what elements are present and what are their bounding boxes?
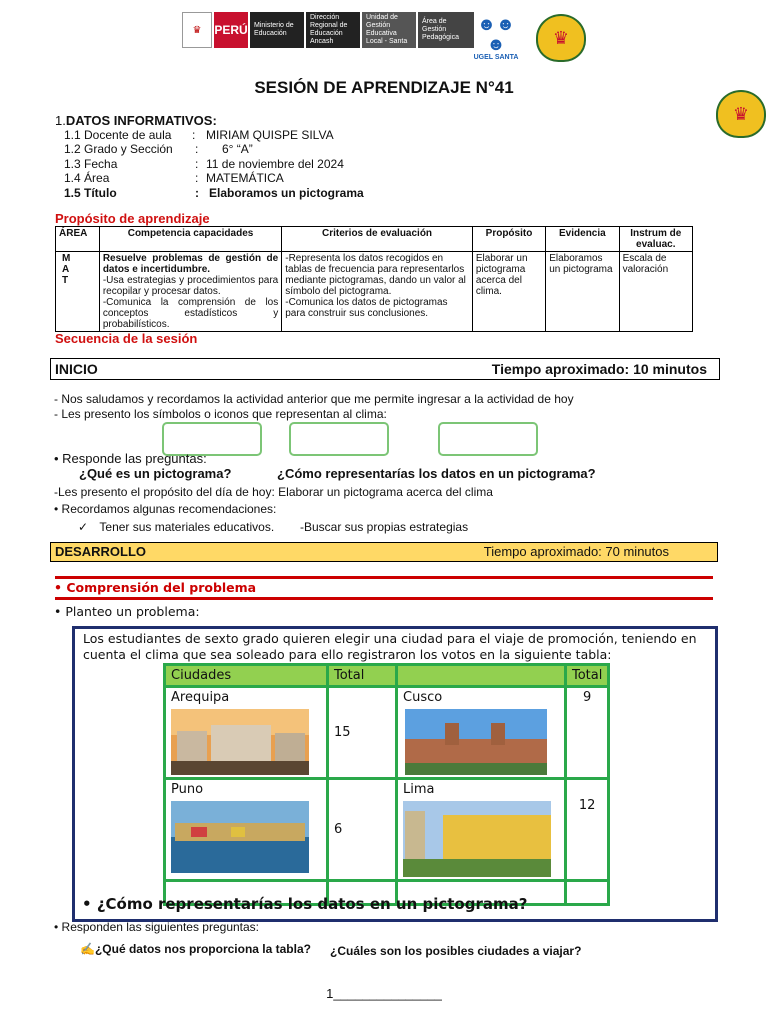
desarrollo-label: DESARROLLO — [55, 544, 146, 559]
proposito-heading: Propósito de aprendizaje — [55, 211, 210, 226]
competencia-bold: Resuelve problemas de gestión de datos e incertidumbre. — [102, 253, 279, 275]
pictograma-question — [82, 895, 527, 913]
col-criterios: Criterios de evaluación — [282, 227, 473, 252]
proposito-row — [56, 252, 693, 332]
city-cell-lima — [397, 779, 566, 881]
responden-text: Responden las siguientes preguntas: — [61, 920, 260, 934]
clima-symbol-box-2 — [289, 422, 389, 456]
rec-1: Tener sus materiales educativos. — [99, 520, 275, 534]
header-logo-strip — [182, 12, 474, 48]
datos-label: 1.2 Grado y Sección — [64, 142, 173, 156]
datos-value: 6° “A” — [222, 142, 253, 156]
ugel-logo — [470, 14, 522, 61]
criterios-cell: -Representa los datos recogidos en tablas de frecuencia para representarlos mediante pictogramas, dando un valor al símbolo del pictograma. -Comunica los datos de pictogramas para construir sus conclusiones. — [282, 252, 473, 332]
col-competencia: Competencia capacidades — [99, 227, 281, 252]
total-arequipa: 15 — [328, 687, 397, 779]
empty-cell — [566, 881, 609, 905]
cities-header-row — [165, 665, 609, 687]
secuencia-heading: Secuencia de la sesión — [55, 331, 198, 346]
cities-row-2 — [165, 779, 609, 881]
evidencia-cell: Elaboramos un pictograma — [546, 252, 619, 332]
recordamos-line — [54, 502, 276, 516]
datos-label: 1.1 Docente de aula — [64, 128, 172, 142]
header-total: Total — [328, 665, 397, 687]
pictograma-question-text: ¿Cómo representarías los datos en un pictograma? — [96, 895, 528, 913]
city-name: Arequipa — [171, 690, 230, 705]
rq1-text: ¿Qué datos nos proporciona la tabla? — [94, 942, 311, 956]
instrumento-cell: Escala de valoración — [619, 252, 692, 332]
total-cusco: 9 — [566, 687, 609, 779]
bullet-icon: • — [82, 895, 97, 913]
red-divider-top — [55, 576, 713, 579]
problem-box — [72, 626, 718, 922]
competencia-cell — [99, 252, 281, 332]
checkmark-icon: ✓ — [78, 520, 89, 534]
city-name: Puno — [171, 782, 204, 797]
desarrollo-tiempo: Tiempo aproximado: 70 minutos — [483, 544, 669, 559]
bullet-icon: • — [54, 502, 62, 516]
area-cell: M A T — [56, 252, 100, 332]
presento-line: -Les presento el propósito del día de hoy: Elaborar un pictograma acerca del clima — [54, 485, 493, 499]
col-instrumento: Instrum de evaluac. — [619, 227, 692, 252]
header-ciudades: Ciudades — [165, 665, 328, 687]
puno-photo — [171, 801, 309, 873]
ministerio-label: Ministerio de Educación — [250, 12, 304, 48]
city-cell-cusco — [397, 687, 566, 779]
arequipa-photo — [171, 709, 309, 775]
page-number: 1_______________ — [326, 986, 442, 1001]
datos-value: MIRIAM QUISPE SILVA — [206, 128, 334, 142]
school-crest-icon-2: ♛ — [716, 90, 766, 138]
bullet-icon: • — [54, 920, 62, 934]
inicio-bar — [50, 358, 720, 380]
response-question-1 — [80, 942, 311, 956]
inicio-label: INICIO — [55, 361, 98, 377]
rec-line — [78, 520, 274, 534]
datos-value: 11 de noviembre del 2024 — [206, 157, 344, 171]
datos-label: 1.3 Fecha — [64, 157, 118, 171]
direccion-label: Dirección Regional de Educación Ancash — [306, 12, 360, 48]
inicio-tiempo: Tiempo aproximado: 10 minutos — [491, 361, 707, 377]
recordamos-text: Recordamos algunas recomendaciones: — [61, 502, 277, 516]
datos-value: MATEMÁTICA — [206, 171, 284, 185]
col-evidencia: Evidencia — [546, 227, 619, 252]
datos-heading-num: 1. — [55, 113, 66, 128]
peru-shield-icon: ♛ — [182, 12, 212, 48]
clima-symbol-box-3 — [438, 422, 538, 456]
writing-hand-icon: ✍ — [80, 942, 95, 956]
cities-table — [163, 663, 610, 906]
datos-separator: : — [195, 171, 199, 185]
school-crest-icon: ♛ — [536, 14, 586, 62]
bullet-icon: • — [54, 451, 63, 466]
col-proposito: Propósito — [472, 227, 545, 252]
datos-separator: : — [195, 157, 199, 171]
responde-line — [54, 451, 207, 466]
ugel-people-icon: ☻☻☻ — [477, 14, 515, 54]
peru-label: PERÚ — [214, 12, 248, 48]
bullet-icon: • — [54, 580, 67, 595]
inicio-line2: - Les presento los símbolos o iconos que representan al clima: — [54, 407, 387, 421]
city-name: Cusco — [403, 690, 443, 705]
datos-label: 1.5 Título — [64, 186, 117, 200]
datos-value: Elaboramos un pictograma — [209, 186, 364, 200]
page-title: SESIÓN DE APRENDIZAJE N°41 — [254, 78, 514, 97]
proposito-header-row — [56, 227, 693, 252]
inicio-line1: - Nos saludamos y recordamos la actividad anterior que me permite ingresar a la actividad de hoy — [54, 392, 574, 406]
lima-photo — [403, 801, 551, 877]
question-1: ¿Qué es un pictograma? — [79, 466, 232, 481]
cusco-photo — [405, 709, 547, 775]
datos-label: 1.4 Área — [64, 171, 110, 185]
datos-separator: : — [195, 142, 199, 156]
unidad-label: Unidad de Gestión Educativa Local - Santa — [362, 12, 416, 48]
datos-separator: : — [195, 186, 199, 200]
desarrollo-bar — [50, 542, 718, 562]
city-name: Lima — [403, 782, 435, 797]
city-cell-arequipa — [165, 687, 328, 779]
proposito-table — [55, 226, 693, 332]
datos-heading-text: DATOS INFORMATIVOS: — [65, 113, 217, 128]
total-puno: 6 — [328, 779, 397, 881]
proposito-cell: Elaborar un pictograma acerca del clima. — [472, 252, 545, 332]
response-question-2: ¿Cuáles son los posibles ciudades a viajar? — [330, 944, 582, 958]
planteo-text: Planteo un problema: — [65, 604, 200, 619]
rec-2: -Buscar sus propias estrategias — [300, 520, 469, 534]
bullet-icon: • — [54, 604, 66, 619]
cities-row-1 — [165, 687, 609, 779]
planteo-line — [54, 604, 200, 619]
responde-text: Responde las preguntas: — [62, 451, 207, 466]
comprension-text: Comprensión del problema — [66, 580, 257, 595]
red-divider-bottom — [55, 597, 713, 600]
datos-separator: : — [192, 128, 196, 142]
city-cell-puno — [165, 779, 328, 881]
header-total-2: Total — [566, 665, 609, 687]
total-lima: 12 — [566, 779, 609, 881]
col-area: ÁREA — [56, 227, 100, 252]
problem-text: Los estudiantes de sexto grado quieren elegir una ciudad para el viaje de promoción, teniendo en cuenta el clima que sea soleado para ello registraron los votos en la siguiente tabla: — [83, 631, 697, 662]
ugel-label: UGEL SANTA — [473, 54, 519, 61]
question-2: ¿Cómo representarías los datos en un pictograma? — [277, 466, 596, 481]
area-gestion-label: Área de Gestión Pedagógica — [418, 12, 474, 48]
competencia-rest: -Usa estrategias y procedimientos para recopilar y procesar datos. -Comunica la comprensión de los conceptos estadísticos y probabilísticos. — [102, 275, 279, 330]
comprension-heading — [54, 580, 256, 595]
header-empty — [397, 665, 566, 687]
responden-line — [54, 920, 259, 934]
